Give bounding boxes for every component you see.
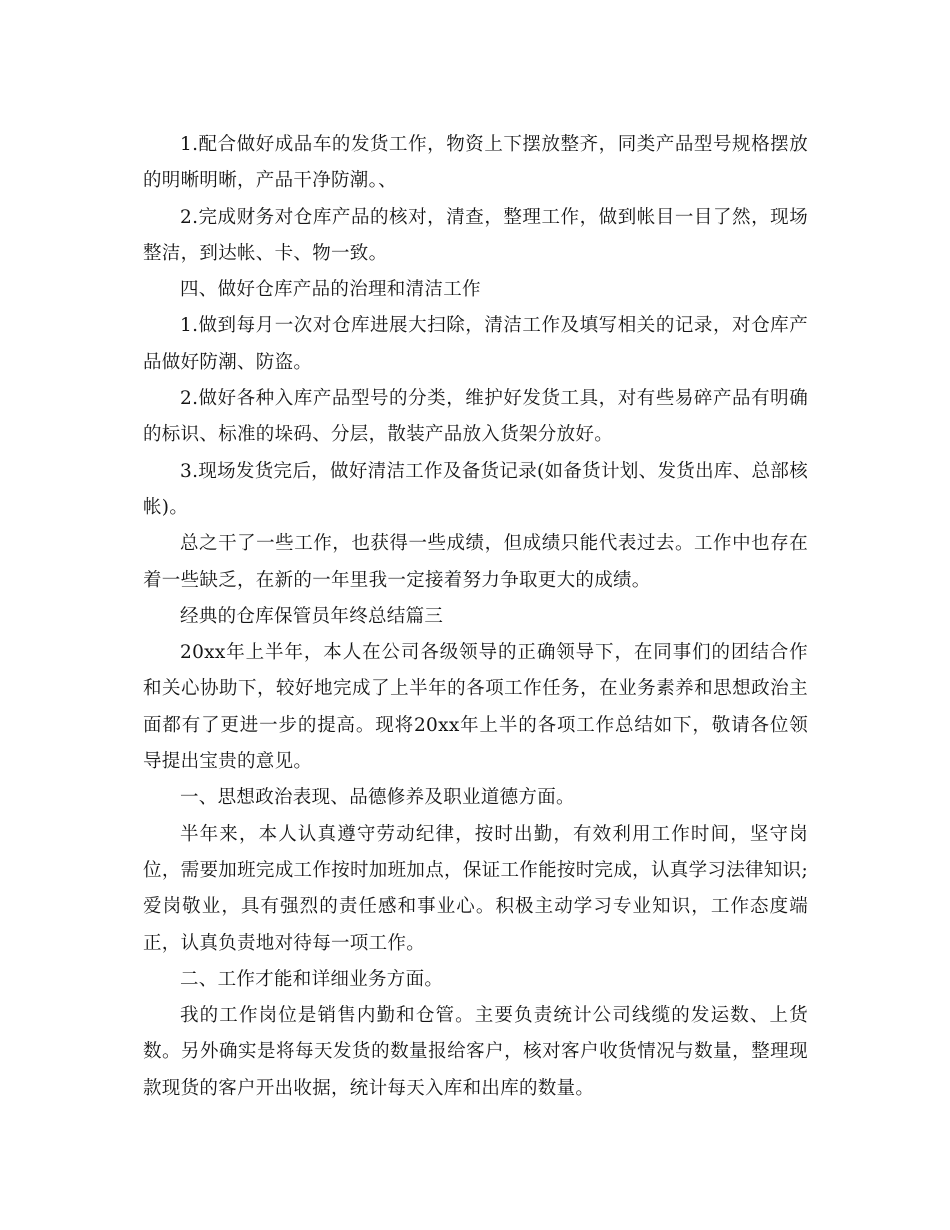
paragraph-5: 3.现场发货完后，做好清洁工作及备货记录(如备货计划、发货出库、总部核帐)。 xyxy=(143,460,808,518)
paragraph-2: 2.完成财务对仓库产品的核对，清查，整理工作，做到帐目一目了然，现场整洁，到达帐、卡、物一致。 xyxy=(143,206,808,264)
section-heading-2: 二、工作才能和详细业务方面。 xyxy=(180,968,444,990)
paragraph-6: 总之干了一些工作，也获得一些成绩，但成绩只能代表过去。工作中也存在着一些缺乏，在新的一年里我一定接着努力争取更大的成绩。 xyxy=(143,533,808,591)
paragraph-1: 1.配合做好成品车的发货工作，物资上下摆放整齐，同类产品型号规格摆放的明晰明晰，产品干净防潮。、 xyxy=(143,134,808,192)
paragraph-9: 我的工作岗位是销售内勤和仓管。主要负责统计公司线缆的发运数、上货数。另外确实是将每天发货的数量报给客户，核对客户收货情况与数量，整理现款现货的客户开出收据，统计每天入库和出库的数量。 xyxy=(143,1005,808,1099)
document-body xyxy=(143,127,808,1107)
paragraph-7: 20xx年上半年，本人在公司各级领导的正确领导下，在同事们的团结合作和关心协助下，较好地完成了上半年的各项工作任务，在业务素养和思想政治主面都有了更进一步的提高。现将20xx年上半的各项工作总结如下，敬请各位领导提出宝贵的意见。 xyxy=(143,642,808,773)
section-heading-1: 一、思想政治表现、品德修养及职业道德方面。 xyxy=(180,787,575,809)
paragraph-8: 半年来，本人认真遵守劳动纪律，按时出勤，有效利用工作时间，坚守岗位，需要加班完成工作按时加班加点，保证工作能按时完成，认真学习法律知识;爱岗敬业，具有强烈的责任感和事业心。积极主动学习专业知识，工作态度端正，认真负责地对待每一项工作。 xyxy=(143,823,808,954)
paragraph-3: 1.做到每月一次对仓库进展大扫除，清洁工作及填写相关的记录，对仓库产品做好防潮、防盗。 xyxy=(143,315,808,373)
section-heading-4: 四、做好仓库产品的治理和清洁工作 xyxy=(180,279,481,301)
article-title: 经典的仓库保管员年终总结篇三 xyxy=(180,605,444,627)
paragraph-4: 2.做好各种入库产品型号的分类，维护好发货工具，对有些易碎产品有明确的标识、标准的垛码、分层，散装产品放入货架分放好。 xyxy=(143,388,808,446)
